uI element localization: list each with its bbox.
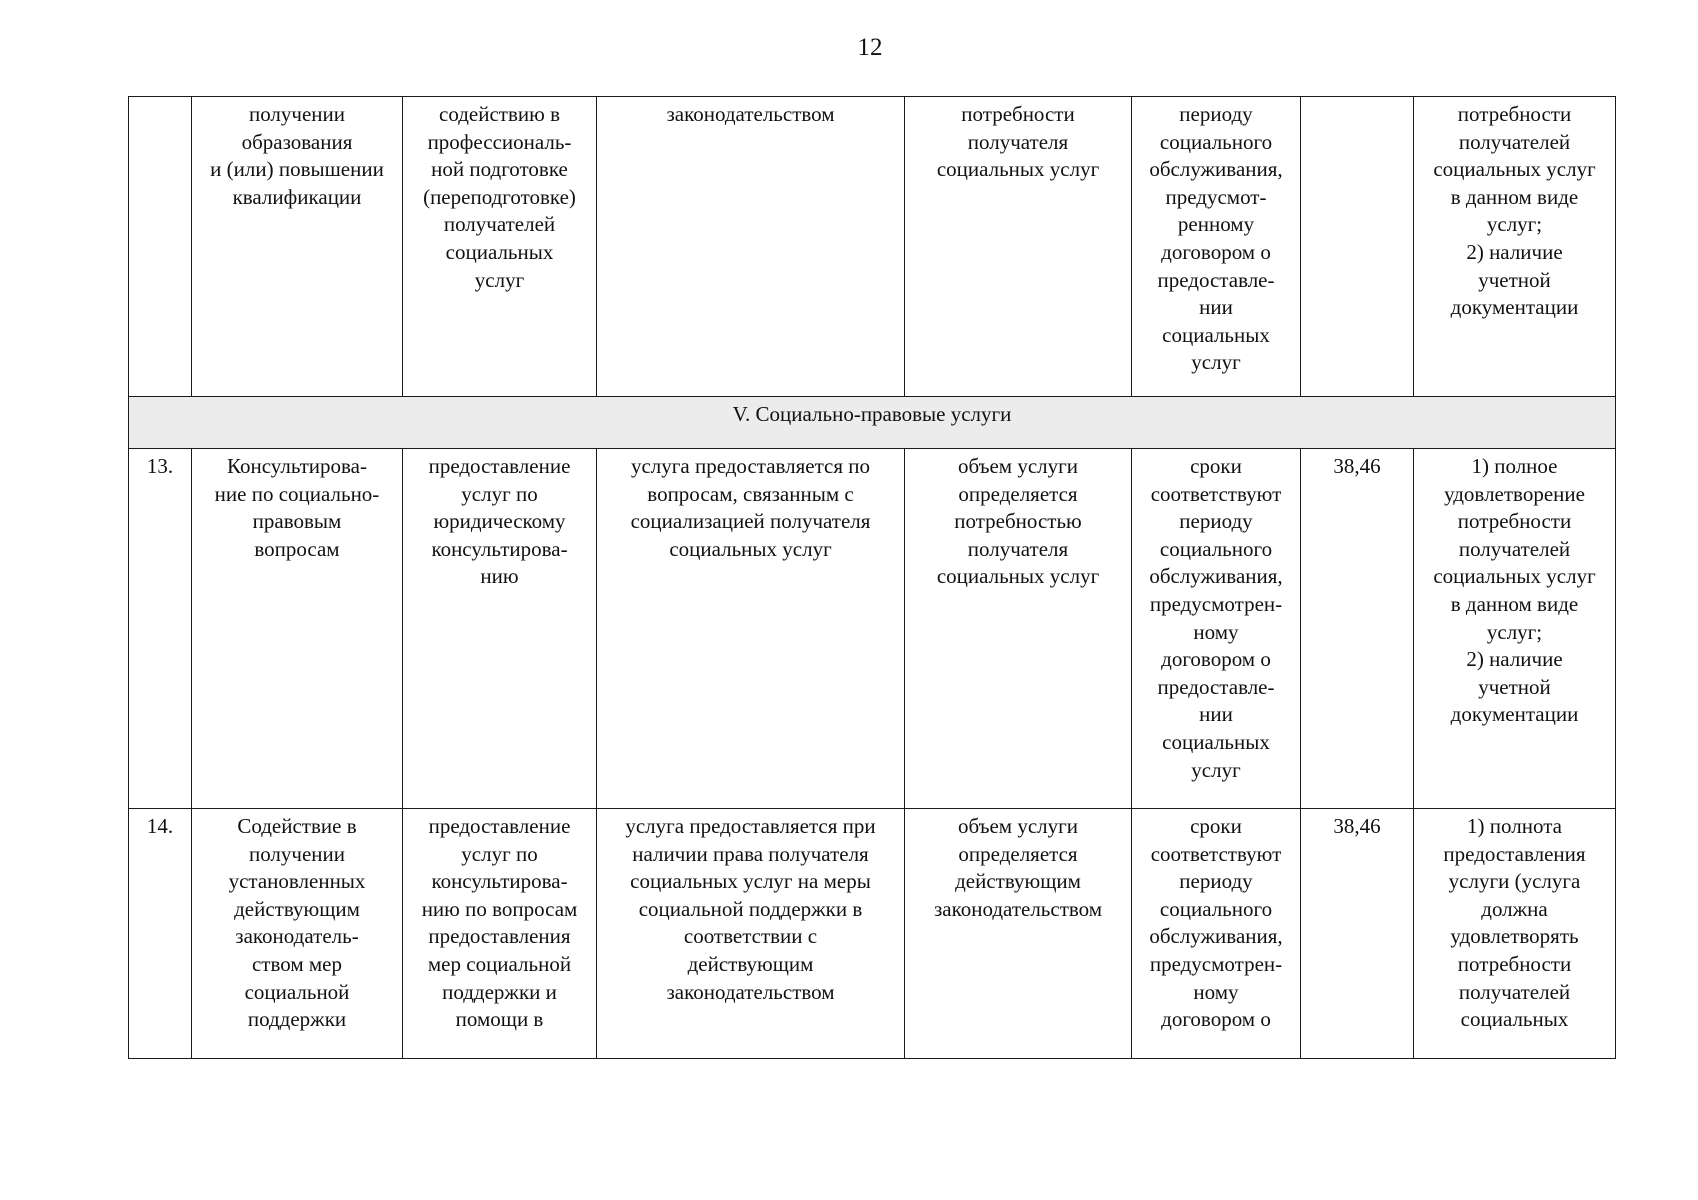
cell-tariff: 38,46 — [1301, 809, 1414, 1059]
cell-service-conditions: услуга предоставляется по вопросам, связанным с социализацией получателя социальных услуг — [597, 449, 905, 809]
cell-service-description: предоставление услуг по юридическому консультирова- нию — [403, 449, 597, 809]
table-row — [129, 809, 1616, 1059]
section-title: V. Социально-правовые услуги — [129, 397, 1616, 449]
cell-num: 14. — [129, 809, 192, 1059]
cell-quality-indicators: потребности получателей социальных услуг в данном виде услуг; 2) наличие учетной документации — [1414, 97, 1616, 397]
cell-service-conditions: услуга предоставляется при наличии права получателя социальных услуг на меры социальной поддержки в соответствии с действующим законодательством — [597, 809, 905, 1059]
cell-service-terms: периоду социального обслуживания, предусмот- ренному договором о предоставле- нии социальных услуг — [1132, 97, 1301, 397]
cell-num — [129, 97, 192, 397]
cell-num: 13. — [129, 449, 192, 809]
cell-service-terms: сроки соответствуют периоду социального обслуживания, предусмотрен- ному договором о — [1132, 809, 1301, 1059]
cell-service-conditions: законодательством — [597, 97, 905, 397]
cell-service-name: Содействие в получении установленных действующим законодатель- ством мер социальной поддержки — [192, 809, 403, 1059]
cell-service-terms: сроки соответствуют периоду социального обслуживания, предусмотрен- ному договором о предоставле- нии социальных услуг — [1132, 449, 1301, 809]
services-table — [128, 96, 1616, 1059]
cell-service-description: содействию в профессиональ- ной подготовке (переподготовке) получателей социальных услуг — [403, 97, 597, 397]
cell-tariff: 38,46 — [1301, 449, 1414, 809]
cell-service-name: Консультирова- ние по социально- правовым вопросам — [192, 449, 403, 809]
cell-service-volume: потребности получателя социальных услуг — [905, 97, 1132, 397]
cell-quality-indicators: 1) полнота предоставления услуги (услуга должна удовлетворять потребности получателей социальных — [1414, 809, 1616, 1059]
cell-tariff — [1301, 97, 1414, 397]
page-number: 12 — [857, 34, 883, 61]
cell-service-name: получении образования и (или) повышении квалификации — [192, 97, 403, 397]
section-header-row — [129, 397, 1616, 449]
cell-quality-indicators: 1) полное удовлетворение потребности получателей социальных услуг в данном виде услуг; 2) наличие учетной документации — [1414, 449, 1616, 809]
cell-service-volume: объем услуги определяется действующим законодательством — [905, 809, 1132, 1059]
cell-service-description: предоставление услуг по консультирова- нию по вопросам предоставления мер социальной поддержки и помощи в — [403, 809, 597, 1059]
table-row — [129, 449, 1616, 809]
cell-service-volume: объем услуги определяется потребностью получателя социальных услуг — [905, 449, 1132, 809]
table-row-continuation — [129, 97, 1616, 397]
